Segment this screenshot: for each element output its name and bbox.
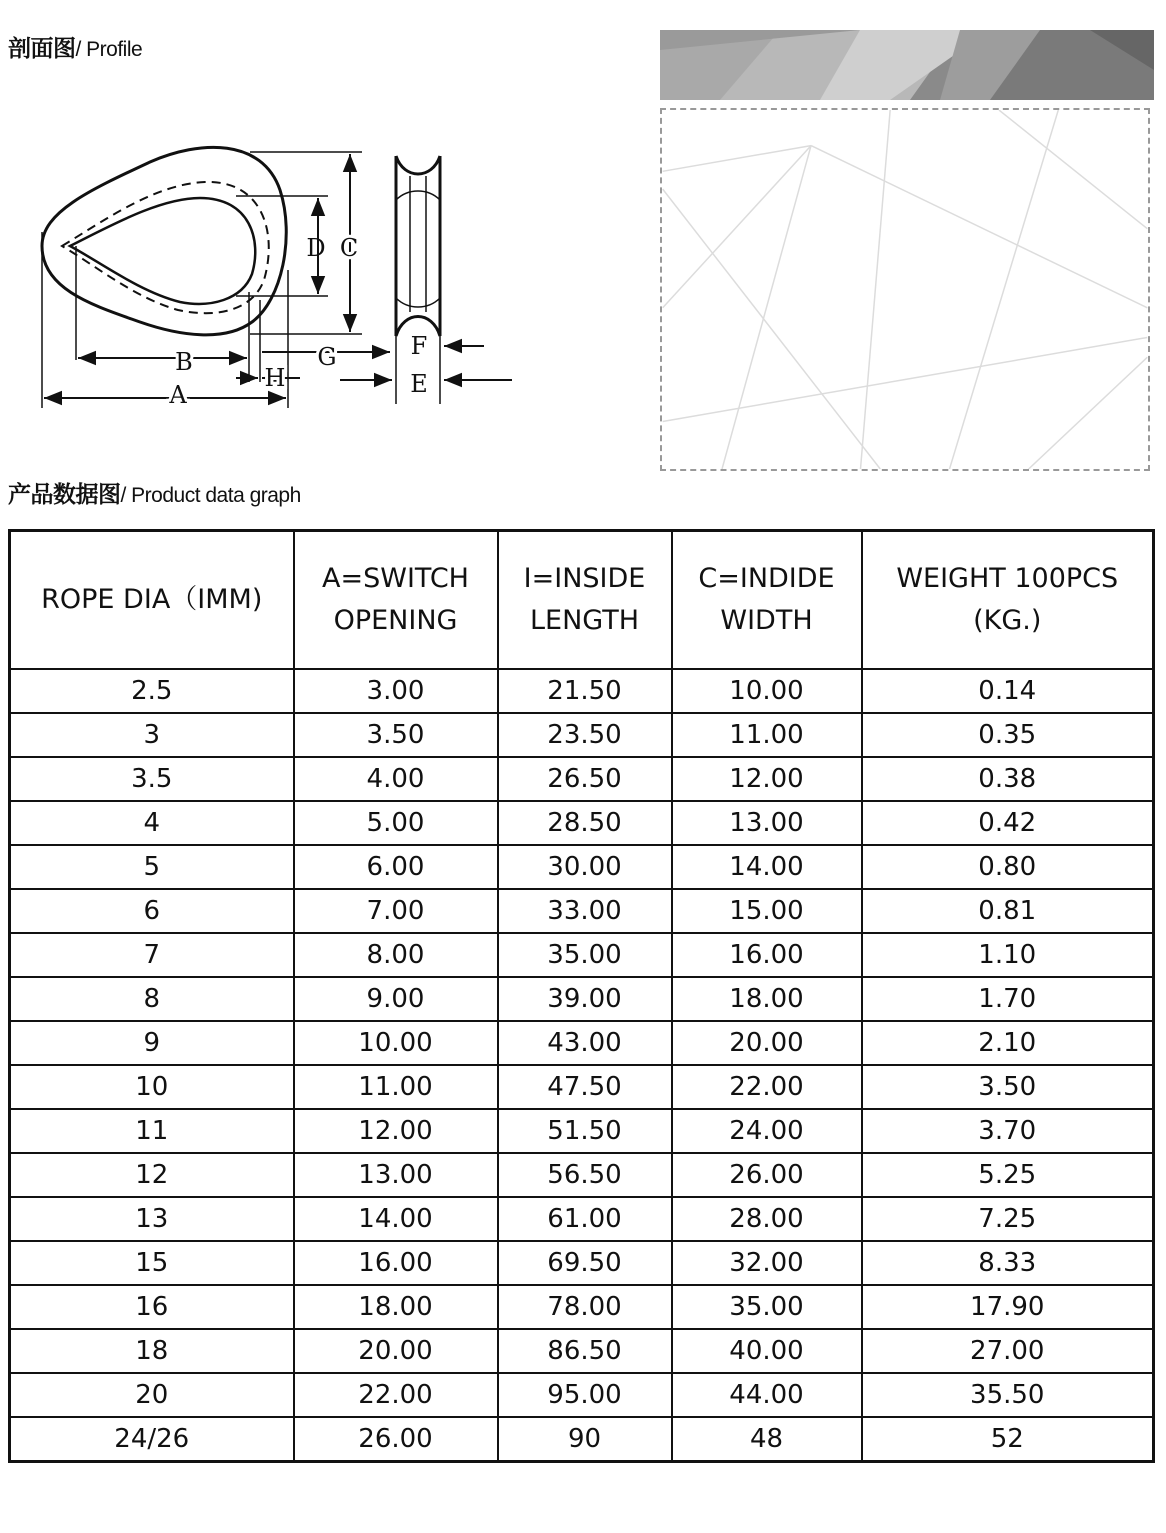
table-row: [10, 933, 1154, 977]
inside-length-cell: 28.50: [498, 801, 672, 845]
weight-cell: 3.50: [862, 1065, 1154, 1109]
table-row: [10, 713, 1154, 757]
rope-dia-cell: 15: [10, 1241, 294, 1285]
rope-dia-cell: 4: [10, 801, 294, 845]
weight-cell: 3.70: [862, 1109, 1154, 1153]
weight-cell: 17.90: [862, 1285, 1154, 1329]
product-title-cn: 产品数据图: [8, 482, 121, 508]
inside-length-cell: 26.50: [498, 757, 672, 801]
rope-dia-cell: 5: [10, 845, 294, 889]
inside-width-cell: 32.00: [672, 1241, 862, 1285]
rope-dia-cell: 12: [10, 1153, 294, 1197]
rope-dia-cell: 20: [10, 1373, 294, 1417]
header-inside-length: I=INSIDE LENGTH: [498, 531, 672, 670]
switch-opening-cell: 12.00: [294, 1109, 498, 1153]
table-row: [10, 1373, 1154, 1417]
inside-length-cell: 23.50: [498, 713, 672, 757]
switch-opening-cell: 9.00: [294, 977, 498, 1021]
switch-opening-cell: 5.00: [294, 801, 498, 845]
label-c: C: [339, 234, 359, 262]
weight-cell: 1.10: [862, 933, 1154, 977]
inside-length-cell: 90: [498, 1417, 672, 1462]
rope-dia-cell: 18: [10, 1329, 294, 1373]
inside-length-cell: 47.50: [498, 1065, 672, 1109]
label-a: A: [169, 381, 187, 409]
product-section-title: [8, 476, 301, 509]
switch-opening-cell: 6.00: [294, 845, 498, 889]
table-row: [10, 1197, 1154, 1241]
inside-width-cell: 44.00: [672, 1373, 862, 1417]
table-row: [10, 1329, 1154, 1373]
profile-title-cn: 剖面图: [8, 36, 76, 62]
weight-cell: 35.50: [862, 1373, 1154, 1417]
inside-width-cell: 16.00: [672, 933, 862, 977]
inside-width-cell: 26.00: [672, 1153, 862, 1197]
inside-width-cell: 14.00: [672, 845, 862, 889]
decorative-lines: [662, 110, 1148, 469]
decorative-placeholder-box: [660, 108, 1150, 471]
rope-dia-cell: 3.5: [10, 757, 294, 801]
table-row: [10, 669, 1154, 713]
inside-length-cell: 69.50: [498, 1241, 672, 1285]
product-data-table: [8, 529, 1155, 1463]
inside-length-cell: 39.00: [498, 977, 672, 1021]
switch-opening-cell: 16.00: [294, 1241, 498, 1285]
weight-cell: 1.70: [862, 977, 1154, 1021]
inside-width-cell: 13.00: [672, 801, 862, 845]
rope-dia-cell: 11: [10, 1109, 294, 1153]
switch-opening-cell: 18.00: [294, 1285, 498, 1329]
table-row: [10, 1153, 1154, 1197]
switch-opening-cell: 3.50: [294, 713, 498, 757]
label-f: F: [410, 332, 428, 360]
profile-section-title: [8, 30, 142, 63]
label-d: D: [306, 234, 326, 262]
inside-width-cell: 11.00: [672, 713, 862, 757]
switch-opening-cell: 3.00: [294, 669, 498, 713]
table-row: [10, 889, 1154, 933]
inside-width-cell: 20.00: [672, 1021, 862, 1065]
inside-length-cell: 56.50: [498, 1153, 672, 1197]
thimble-profile-diagram: [0, 90, 640, 420]
decorative-banner: [660, 30, 1154, 100]
inside-width-cell: 22.00: [672, 1065, 862, 1109]
rope-dia-cell: 2.5: [10, 669, 294, 713]
rope-dia-cell: 16: [10, 1285, 294, 1329]
switch-opening-cell: 26.00: [294, 1417, 498, 1462]
inside-width-cell: 35.00: [672, 1285, 862, 1329]
profile-title-en: / Profile: [75, 38, 143, 61]
rope-dia-cell: 10: [10, 1065, 294, 1109]
rope-dia-cell: 9: [10, 1021, 294, 1065]
rope-dia-cell: 13: [10, 1197, 294, 1241]
inside-length-cell: 43.00: [498, 1021, 672, 1065]
table-row: [10, 1417, 1154, 1462]
label-e: E: [410, 370, 428, 398]
table-row: [10, 757, 1154, 801]
weight-cell: 0.42: [862, 801, 1154, 845]
table-row: [10, 977, 1154, 1021]
weight-cell: 5.25: [862, 1153, 1154, 1197]
switch-opening-cell: 14.00: [294, 1197, 498, 1241]
inside-length-cell: 61.00: [498, 1197, 672, 1241]
rope-dia-cell: 8: [10, 977, 294, 1021]
label-g: G: [317, 343, 337, 371]
table-row: [10, 1241, 1154, 1285]
table-row: [10, 1285, 1154, 1329]
inside-length-cell: 33.00: [498, 889, 672, 933]
weight-cell: 27.00: [862, 1329, 1154, 1373]
thimble-side-view: [396, 156, 440, 336]
inside-width-cell: 18.00: [672, 977, 862, 1021]
header-inside-width: C=INDIDE WIDTH: [672, 531, 862, 670]
table-body: [10, 669, 1154, 1462]
weight-cell: 0.80: [862, 845, 1154, 889]
weight-cell: 7.25: [862, 1197, 1154, 1241]
table-row: [10, 1109, 1154, 1153]
weight-cell: 52: [862, 1417, 1154, 1462]
rope-dia-cell: 3: [10, 713, 294, 757]
weight-cell: 0.14: [862, 669, 1154, 713]
inside-length-cell: 95.00: [498, 1373, 672, 1417]
inside-length-cell: 78.00: [498, 1285, 672, 1329]
switch-opening-cell: 11.00: [294, 1065, 498, 1109]
inside-length-cell: 51.50: [498, 1109, 672, 1153]
table-row: [10, 1065, 1154, 1109]
product-title-en: / Product data graph: [120, 484, 301, 507]
inside-width-cell: 28.00: [672, 1197, 862, 1241]
inside-length-cell: 30.00: [498, 845, 672, 889]
table-row: [10, 801, 1154, 845]
switch-opening-cell: 7.00: [294, 889, 498, 933]
table-row: [10, 845, 1154, 889]
inside-length-cell: 35.00: [498, 933, 672, 977]
label-h: H: [264, 364, 286, 392]
header-rope-dia: ROPE DIA（IMM): [10, 531, 294, 670]
header-switch-opening: A=SWITCH OPENING: [294, 531, 498, 670]
switch-opening-cell: 10.00: [294, 1021, 498, 1065]
inside-length-cell: 86.50: [498, 1329, 672, 1373]
switch-opening-cell: 20.00: [294, 1329, 498, 1373]
switch-opening-cell: 4.00: [294, 757, 498, 801]
inside-width-cell: 10.00: [672, 669, 862, 713]
rope-dia-cell: 6: [10, 889, 294, 933]
inside-width-cell: 15.00: [672, 889, 862, 933]
switch-opening-cell: 8.00: [294, 933, 498, 977]
weight-cell: 2.10: [862, 1021, 1154, 1065]
weight-cell: 0.35: [862, 713, 1154, 757]
inside-width-cell: 40.00: [672, 1329, 862, 1373]
inside-width-cell: 24.00: [672, 1109, 862, 1153]
weight-cell: 0.38: [862, 757, 1154, 801]
weight-cell: 8.33: [862, 1241, 1154, 1285]
header-weight: WEIGHT 100PCS (KG.): [862, 531, 1154, 670]
table-header-row: [10, 531, 1154, 670]
inside-length-cell: 21.50: [498, 669, 672, 713]
switch-opening-cell: 22.00: [294, 1373, 498, 1417]
weight-cell: 0.81: [862, 889, 1154, 933]
switch-opening-cell: 13.00: [294, 1153, 498, 1197]
rope-dia-cell: 24/26: [10, 1417, 294, 1462]
table-row: [10, 1021, 1154, 1065]
inside-width-cell: 48: [672, 1417, 862, 1462]
rope-dia-cell: 7: [10, 933, 294, 977]
label-b: B: [175, 348, 193, 376]
inside-width-cell: 12.00: [672, 757, 862, 801]
